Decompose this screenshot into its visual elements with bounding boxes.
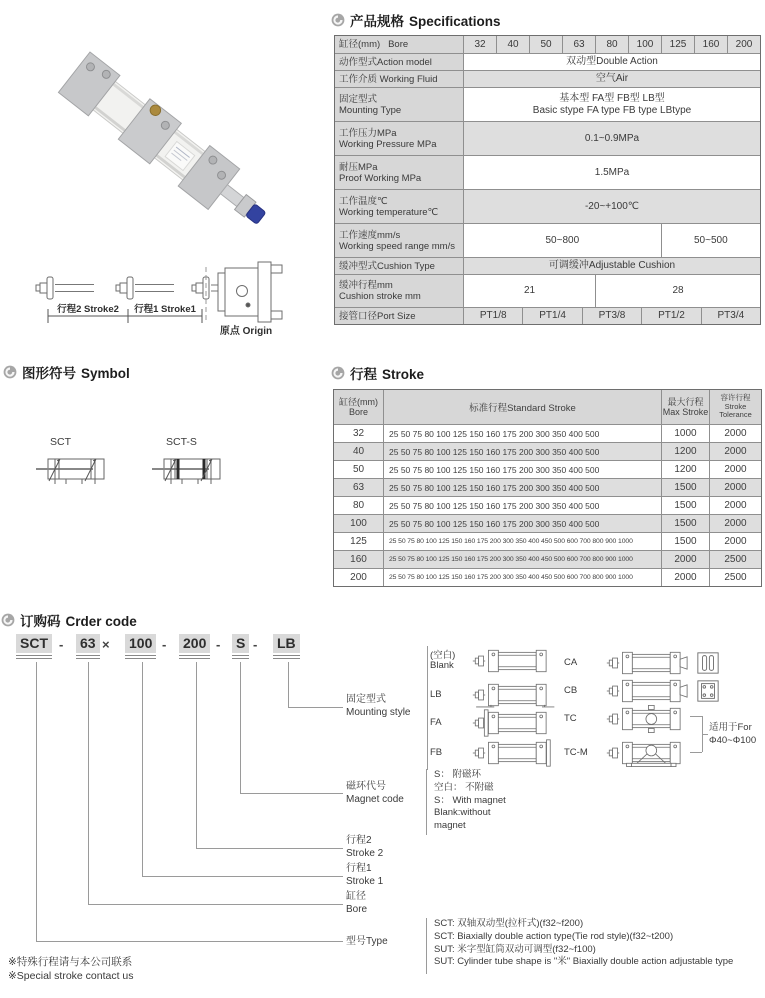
spec-cell-line: Basic stype FA type FB type LBtype — [532, 104, 692, 116]
sct-label: SCT — [50, 436, 71, 448]
special-stroke-note: ※特殊行程请与本公司联系 ※Special stroke contact us — [8, 956, 134, 982]
spec-row-label — [335, 190, 463, 223]
spec-cell-line: 50~500 — [694, 234, 728, 246]
stroke-cell-max: 2000 — [661, 551, 709, 568]
spec-row-values — [463, 71, 760, 87]
order-code-separator: × — [102, 637, 110, 652]
mounting-diagram-tcm — [603, 739, 693, 767]
symbol-section-header — [3, 362, 130, 382]
stroke-header-bore: 缸径(mm) Bore — [339, 397, 378, 417]
spec-row-label: 缸径(mm) Bore — [335, 36, 463, 53]
stroke-table-row — [334, 424, 761, 442]
spec-cell-line: 基本型 FA型 FB型 LB型 — [559, 93, 665, 104]
spec-value-cell — [522, 308, 581, 324]
stroke-table-header — [334, 390, 761, 424]
sct-s-symbol-drawing — [152, 451, 228, 489]
spec-cell-line: PT3/4 — [717, 310, 745, 322]
spec-bore-cell: 32 — [463, 36, 496, 53]
spec-cell-line: 空气Air — [595, 73, 629, 85]
cb-bracket-icon — [696, 678, 720, 704]
spec-row-label — [335, 258, 463, 274]
mounting-item-blank — [430, 646, 559, 676]
order-code-segment-value: S — [232, 634, 249, 653]
order-code-title: 订购码 Crder code — [20, 614, 137, 629]
stroke-table-row — [334, 568, 761, 586]
stroke-cell-tolerance: 2000 — [709, 479, 761, 496]
spec-value-cell — [701, 308, 760, 324]
section-marker-icon — [331, 366, 345, 380]
stroke-cell-bore: 63 — [352, 482, 365, 493]
stroke-header-max: 最大行程 Max Stroke — [661, 390, 709, 424]
stroke-header-tolerance: 容许行程 Stroke Tolerance — [709, 390, 761, 424]
spec-bore-cell: 125 — [661, 36, 694, 53]
stroke-cell-strokes: 25 50 75 80 100 125 150 160 175 200 300 350 400 500 — [383, 479, 661, 496]
spec-bore-cell: 100 — [628, 36, 661, 53]
stroke-cell-strokes: 25 50 75 80 100 125 150 160 175 200 300 350 400 500 — [383, 443, 661, 460]
spec-label-line: 缓冲型式Cushion Type — [339, 260, 435, 272]
specifications-section-header — [331, 10, 501, 30]
stroke-table-row — [334, 460, 761, 478]
spec-label-line: 固定型式 — [339, 93, 378, 105]
stroke-section-header — [331, 363, 424, 383]
order-code-segment — [232, 634, 249, 659]
spec-value-cell — [463, 71, 760, 87]
stroke-header-standard: 标准行程Standard Stroke — [383, 390, 661, 424]
specifications-table — [334, 35, 761, 325]
spec-row-values — [463, 88, 760, 121]
spec-label-line: Working temperature℃ — [339, 206, 439, 218]
spec-value-cell — [463, 224, 661, 257]
order-code-segment-value: 100 — [125, 634, 156, 653]
order-code-segment — [179, 634, 210, 659]
spec-value-cell — [595, 275, 760, 307]
stroke-cell-strokes: 25 50 75 80 100 125 150 160 175 200 300 350 400 450 500 600 700 800 900 1000 — [383, 551, 661, 568]
spec-value-cell — [463, 275, 595, 307]
specifications-title: 产品规格 Specifications — [350, 14, 501, 29]
stroke-cell-max: 1200 — [661, 443, 709, 460]
order-code-separator: - — [253, 637, 258, 652]
spec-cell-line: 1.5MPa — [594, 166, 630, 178]
mounting-item-tc — [564, 704, 693, 734]
mounting-diagram-blank — [469, 647, 559, 675]
spec-row-values — [463, 308, 760, 324]
spec-cell-line: PT1/8 — [479, 310, 507, 322]
mounting-list-divider — [427, 646, 428, 770]
stroke-cell-max: 1500 — [661, 479, 709, 496]
stroke-cell-bore: 200 — [350, 572, 367, 583]
stroke1-label: 行程1 Stroke1 — [134, 304, 196, 315]
order-code-segment-value: SCT — [16, 634, 52, 653]
stroke-cell-tolerance: 2500 — [709, 569, 761, 586]
spec-value-cell — [463, 308, 522, 324]
mounting-diagram-tc — [603, 705, 693, 733]
callout-stroke1: 行程1 Stroke 1 — [346, 863, 384, 887]
order-code-segment-value: 63 — [76, 634, 100, 653]
spec-row-values — [463, 258, 760, 274]
spec-cell-line: 可调缓冲Adjustable Cushion — [548, 260, 676, 272]
spec-row — [335, 87, 760, 121]
symbol-title: 图形符号 Symbol — [22, 366, 130, 381]
order-code-segment-value: 200 — [179, 634, 210, 653]
spec-cell-line: PT1/2 — [658, 310, 685, 322]
order-code-underline — [179, 655, 210, 659]
stroke-table-row — [334, 514, 761, 532]
spec-cell-line: -20~+100℃ — [584, 200, 640, 212]
spec-label-line: 动作型式Action model — [339, 56, 432, 68]
section-marker-icon — [3, 365, 17, 379]
spec-cell-line: 50~800 — [545, 234, 580, 246]
spec-label-line: 工作温度℃ — [339, 195, 388, 207]
stroke-cell-tolerance: 2500 — [709, 551, 761, 568]
spec-row-label — [335, 71, 463, 87]
stroke-table-row — [334, 550, 761, 568]
spec-value-cell — [463, 190, 760, 223]
mounting-style-diagrams — [430, 644, 762, 780]
mounting-item-label: FB — [430, 746, 443, 758]
spec-label-line: 工作介质 Working Fluid — [339, 73, 438, 85]
stroke-cell-max: 1500 — [661, 497, 709, 514]
spec-row-label — [335, 88, 463, 121]
mounting-item-label: TC-M — [564, 746, 588, 758]
mounting-item-tcm — [564, 738, 693, 768]
stroke-cell-strokes: 25 50 75 80 100 125 150 160 175 200 300 350 400 500 — [383, 425, 661, 442]
spec-label-line: 接管口径Port Size — [339, 310, 416, 322]
stroke-cell-tolerance: 2000 — [709, 533, 761, 550]
spec-label-line: 缓冲行程mm — [339, 280, 393, 291]
section-marker-icon — [331, 13, 345, 27]
spec-value-cell — [463, 88, 760, 121]
spec-row — [335, 257, 760, 274]
stroke-cell-max: 2000 — [661, 569, 709, 586]
stroke-cell-bore: 160 — [350, 554, 367, 565]
callout-type: 型号Type — [346, 936, 388, 947]
stroke-cell-bore: 125 — [350, 536, 367, 547]
spec-value-cell — [463, 122, 760, 155]
order-code-underline — [273, 655, 300, 659]
stroke-cell-bore: 80 — [352, 500, 365, 511]
spec-label-line: 耐压MPa — [339, 161, 378, 173]
stroke-cell-bore: 50 — [352, 464, 365, 475]
stroke-table-row — [334, 532, 761, 550]
spec-bore-cell: 40 — [496, 36, 529, 53]
order-code-underline — [16, 655, 52, 659]
mounting-diagram-ca — [603, 649, 693, 677]
stroke-cell-tolerance: 2000 — [709, 515, 761, 532]
mounting-item-label: TC — [564, 712, 577, 724]
spec-label-line: Working speed range mm/s — [339, 240, 455, 252]
spec-cell-line: PT3/8 — [598, 310, 626, 322]
stroke-cell-tolerance: 2000 — [709, 443, 761, 460]
order-code-separator: - — [162, 637, 167, 652]
mounting-diagram-fb — [469, 739, 559, 767]
magnet-options-divider — [426, 769, 427, 835]
callout-stroke2: 行程2 Stroke 2 — [346, 835, 384, 859]
cylinder-head-drawing — [218, 262, 282, 322]
spec-row — [335, 223, 760, 257]
spec-value-cell — [463, 54, 760, 70]
stroke-cell-strokes: 25 50 75 80 100 125 150 160 175 200 300 350 400 500 — [383, 515, 661, 532]
spec-row — [335, 53, 760, 70]
spec-row-values — [463, 275, 760, 307]
spec-cell-line: 28 — [672, 285, 684, 297]
stroke-cell-strokes: 25 50 75 80 100 125 150 160 175 200 300 350 400 450 500 600 700 800 900 1000 — [383, 533, 661, 550]
spec-row-label — [335, 156, 463, 189]
stroke-cell-tolerance: 2000 — [709, 497, 761, 514]
mounting-item-ca — [564, 648, 720, 678]
spec-value-cell — [641, 308, 700, 324]
mounting-item-label: (空白) Blank — [430, 649, 456, 671]
spec-row — [335, 307, 760, 324]
callout-bore: 缸径 Bore — [346, 891, 368, 915]
spec-cell-line: PT1/4 — [539, 310, 566, 322]
ca-bracket-icon — [696, 650, 720, 676]
stroke-cell-bore: 32 — [352, 428, 365, 439]
spec-cell-line: 双动型Double Action — [566, 56, 658, 68]
sct-symbol-drawing — [36, 451, 112, 489]
mounting-item-fa — [430, 708, 559, 738]
spec-value-cell — [463, 156, 760, 189]
spec-cell-line: 21 — [523, 285, 536, 297]
order-code-segment-value: LB — [273, 634, 300, 653]
order-code-section-header — [1, 610, 137, 630]
spec-row — [335, 70, 760, 87]
symbol-sct — [36, 436, 112, 489]
spec-label-line: Mounting Type — [339, 104, 402, 116]
order-code-segment — [16, 634, 52, 659]
callout-magnet-code: 磁环代号 Magnet code — [346, 781, 404, 805]
spec-row-values — [463, 122, 760, 155]
mounting-item-label: LB — [430, 688, 442, 700]
stroke-table-row — [334, 442, 761, 460]
spec-row — [335, 274, 760, 307]
stroke2-label: 行程2 Stroke2 — [57, 304, 119, 315]
sct-s-label: SCT-S — [166, 436, 197, 448]
spec-row-values — [463, 224, 760, 257]
order-code-segment — [76, 634, 100, 659]
stroke-table-row — [334, 478, 761, 496]
mounting-item-label: CA — [564, 656, 578, 668]
stroke-cell-bore: 40 — [352, 446, 365, 457]
bracket-stub-line — [702, 734, 708, 735]
mounting-item-lb — [430, 680, 559, 710]
callout-line-sct — [36, 662, 343, 942]
order-code-segment — [125, 634, 156, 659]
stroke-table — [333, 389, 762, 587]
stroke-title: 行程 Stroke — [350, 367, 425, 382]
stroke-cell-max: 1200 — [661, 461, 709, 478]
mounting-item-label: CB — [564, 684, 578, 696]
stroke-cell-max: 1500 — [661, 515, 709, 532]
type-options: SCT: 双轴双动型(拉杆式)(f32~f200) SCT: Biaxially double action type(Tie rod style)(f32~t200) SUT: 米字型缸筒双动可调型(f32~f100) SUT: Cylinder tube shape is "米" Biaxially double action adjustable type — [434, 918, 734, 968]
mounting-item-cb — [564, 676, 720, 706]
spec-row-values — [463, 54, 760, 70]
order-code-underline — [232, 655, 249, 659]
spec-bore-cell: 63 — [562, 36, 595, 53]
spec-row-values — [463, 36, 760, 53]
spec-label-line: 工作速度mm/s — [339, 229, 401, 241]
section-marker-icon — [1, 613, 15, 627]
order-code-separator: - — [59, 637, 64, 652]
stroke-cell-max: 1000 — [661, 425, 709, 442]
spec-row-label — [335, 308, 463, 324]
spec-bore-cell: 160 — [694, 36, 727, 53]
stroke-position-diagram — [20, 253, 320, 338]
spec-bore-row — [335, 36, 760, 53]
spec-value-cell — [463, 258, 760, 274]
spec-row-label — [335, 54, 463, 70]
mounting-item-label: FA — [430, 716, 442, 728]
stroke-cell-bore: 100 — [350, 518, 367, 529]
spec-bore-cell: 80 — [595, 36, 628, 53]
stroke-cell-strokes: 25 50 75 80 100 125 150 160 175 200 300 350 400 500 — [383, 461, 661, 478]
type-options-divider — [426, 918, 427, 974]
spec-row-values — [463, 156, 760, 189]
stroke-cell-tolerance: 2000 — [709, 461, 761, 478]
spec-value-cell — [661, 224, 760, 257]
stroke-cell-max: 1500 — [661, 533, 709, 550]
stroke-table-row — [334, 496, 761, 514]
spec-row-label — [335, 275, 463, 307]
spec-row-values — [463, 190, 760, 223]
spec-label-line: Working Pressure MPa — [339, 138, 437, 150]
spec-bore-cell: 200 — [727, 36, 760, 53]
order-code-segment — [273, 634, 300, 659]
order-code-underline — [125, 655, 156, 659]
magnet-code-options: S： 附磁环 空白： 不附磁 S： With magnet Blank:without magnet — [434, 769, 506, 832]
spec-label-line: 工作压力MPa — [339, 127, 397, 139]
tcm-bracket-line — [690, 752, 702, 753]
mounting-diagram-fa — [469, 709, 559, 737]
callout-mounting-style: 固定型式 Mounting style — [346, 694, 411, 718]
spec-cell-line: 0.1~0.9MPa — [584, 132, 640, 144]
spec-row — [335, 155, 760, 189]
stroke-cell-strokes: 25 50 75 80 100 125 150 160 175 200 300 350 400 450 500 600 700 800 900 1000 — [383, 569, 661, 586]
mounting-item-fb — [430, 738, 559, 768]
spec-label-line: Proof Working MPa — [339, 172, 422, 184]
symbol-sct-s — [152, 436, 228, 489]
spec-row — [335, 189, 760, 223]
product-photo — [30, 12, 325, 247]
spec-value-cell — [582, 308, 641, 324]
order-code-separator: - — [216, 637, 221, 652]
order-code-underline — [76, 655, 100, 659]
tc-bracket-line — [690, 716, 702, 717]
stroke-cell-tolerance: 2000 — [709, 425, 761, 442]
spec-bore-cell: 50 — [529, 36, 562, 53]
stroke-cell-strokes: 25 50 75 80 100 125 150 160 175 200 300 350 400 500 — [383, 497, 661, 514]
spec-row — [335, 121, 760, 155]
spec-row-label — [335, 224, 463, 257]
mounting-diagram-cb — [603, 677, 693, 705]
spec-label-line: Cushion stroke mm — [339, 291, 421, 302]
mounting-diagram-lb — [469, 681, 559, 709]
spec-row-label — [335, 122, 463, 155]
applicable-note: 适用于For Φ40~Φ100 — [709, 722, 757, 746]
origin-label: 原点 Origin — [219, 326, 273, 337]
